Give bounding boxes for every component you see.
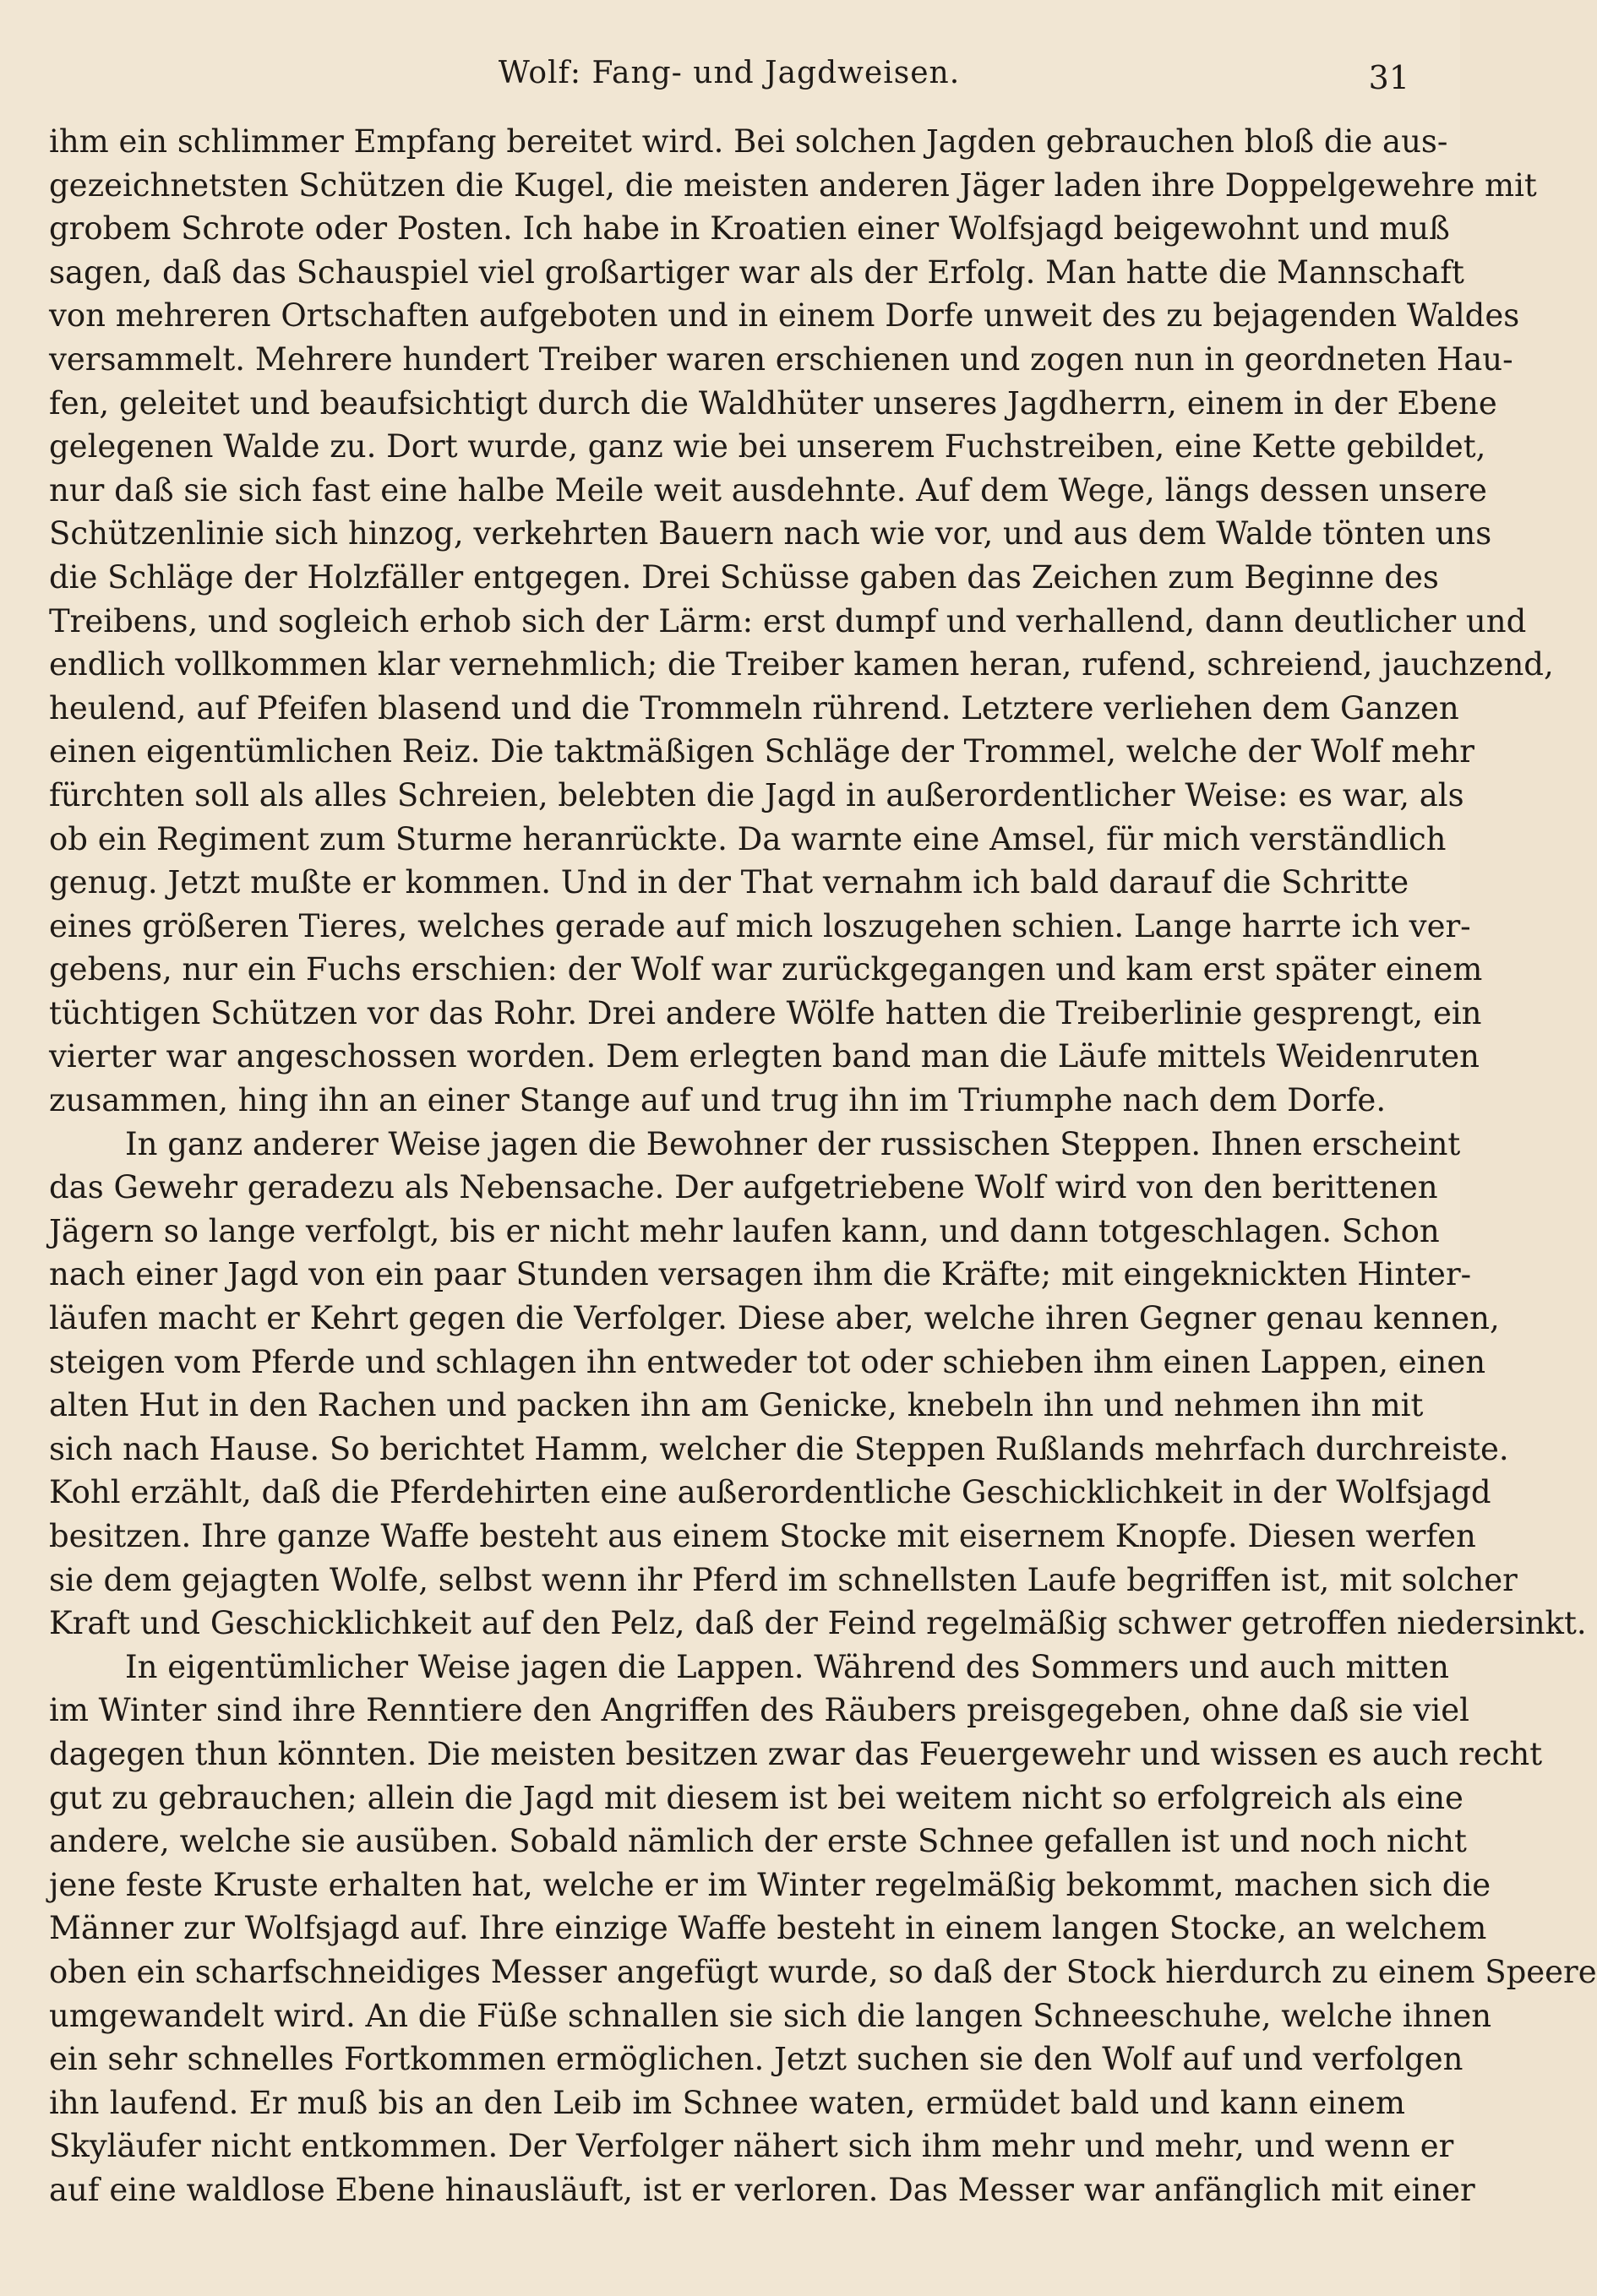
text-line: Jägern so lange verfolgt, bis er nicht mehr laufen kann, und dann totgeschlagen. Schon [49,1212,1440,1249]
text-line: nur daß sie sich fast eine halbe Meile weit ausdehnte. Auf dem Wege, längs dessen unsere [49,471,1487,509]
text-line: steigen vom Pferde und schlagen ihn entweder tot oder schieben ihm einen Lappen, einen [49,1343,1486,1380]
text-line: eines größeren Tieres, welches gerade auf mich loszugehen schien. Lange harrte ich ver- [49,907,1471,944]
text-line: Treibens, und sogleich erhob sich der Lärm: erst dumpf und verhallend, dann deutlicher und [49,602,1527,639]
paragraph [49,1123,1587,1646]
text-line: ihm ein schlimmer Empfang bereitet wird. Bei solchen Jagden gebrauchen bloß die aus- [49,123,1448,160]
text-line: Männer zur Wolfsjagd auf. Ihre einzige Waffe besteht in einem langen Stocke, an welchem [49,1910,1487,1947]
text-line: jene feste Kruste erhalten hat, welche er im Winter regelmäßig bekommt, machen sich die [49,1866,1491,1903]
text-line: von mehreren Ortschaften aufgeboten und in einem Dorfe unweit des zu bejagenden Waldes [49,297,1520,335]
body-text [49,120,1597,2212]
text-line: fürchten soll als alles Schreien, belebten die Jagd in außerordentlicher Weise: es war, als [49,776,1464,813]
text-line: nach einer Jagd von ein paar Stunden versagen ihm die Kräfte; mit eingeknickten Hinter- [49,1256,1472,1293]
text-line: gut zu gebrauchen; allein die Jagd mit diesem ist bei weitem nicht so erfolgreich als eine [49,1779,1463,1816]
text-line: versammelt. Mehrere hundert Treiber waren erschienen und zogen nun in geordneten Hau- [49,340,1513,378]
text-line: Kraft und Geschicklichkeit auf den Pelz, daß der Feind regelmäßig schwer getroffen niedersinkt. [49,1605,1587,1642]
text-line: dagegen thun könnten. Die meisten besitzen zwar das Feuergewehr und wissen es auch recht [49,1735,1543,1772]
text-line: das Gewehr geradezu als Nebensache. Der aufgetriebene Wolf wird von den berittenen [49,1169,1438,1206]
text-line: andere, welche sie ausüben. Sobald nämlich der erste Schnee gefallen ist und noch nicht [49,1823,1467,1860]
text-line: fen, geleitet und beaufsichtigt durch die Waldhüter unseres Jagdherrn, einem in der Ebene [49,384,1497,422]
text-line: vierter war angeschossen worden. Dem erlegten band man die Läufe mittels Weidenruten [49,1038,1480,1075]
text-line: im Winter sind ihre Renntiere den Angriffen des Räubers preisgegeben, ohne daß sie viel [49,1692,1469,1729]
page-number: 31 [1368,59,1409,96]
text-line: alten Hut in den Rachen und packen ihn am Genicke, knebeln ihn und nehmen ihn mit [49,1387,1424,1424]
page-header [49,52,1409,103]
text-line: ein sehr schnelles Fortkommen ermöglichen. Jetzt suchen sie den Wolf auf und verfolgen [49,2041,1463,2078]
text-line: gezeichnetsten Schützen die Kugel, die meisten anderen Jäger laden ihre Doppelgewehre mit [49,166,1537,204]
text-line: ihn laufend. Er muß bis an den Leib im Schnee waten, ermüdet bald und kann einem [49,2084,1405,2121]
text-line: heulend, auf Pfeifen blasend und die Trommeln rührend. Letztere verliehen dem Ganzen [49,689,1459,726]
text-line: sie dem gejagten Wolfe, selbst wenn ihr Pferd im schnellsten Laufe begriffen ist, mit solcher [49,1561,1518,1598]
text-line: genug. Jetzt mußte er kommen. Und in der That vernahm ich bald darauf die Schritte [49,864,1409,901]
text-line: In ganz anderer Weise jagen die Bewohner der russischen Steppen. Ihnen erscheint [125,1125,1461,1162]
text-line: zusammen, hing ihn an einer Stange auf und trug ihn im Triumphe nach dem Dorfe. [49,1082,1387,1119]
text-line: sagen, daß das Schauspiel viel großartiger war als der Erfolg. Man hatte die Mannschaft [49,253,1464,291]
text-line: Skyläufer nicht entkommen. Der Verfolger nähert sich ihm mehr und mehr, und wenn er [49,2128,1454,2165]
text-line: die Schläge der Holzfäller entgegen. Drei Schüsse gaben das Zeichen zum Beginne des [49,558,1439,596]
paragraph [49,120,1554,1123]
text-line: In eigentümlicher Weise jagen die Lappen. Während des Sommers und auch mitten [125,1648,1449,1685]
text-line: endlich vollkommen klar vernehmlich; die Treiber kamen heran, rufend, schreiend, jauchzend, [49,646,1554,683]
text-line: läufen macht er Kehrt gegen die Verfolger. Diese aber, welche ihren Gegner genau kennen, [49,1300,1500,1337]
text-line: Kohl erzählt, daß die Pferdehirten eine außerordentliche Geschicklichkeit in der Wolfsjagd [49,1474,1491,1511]
running-title: Wolf: Fang- und Jagdweisen. [498,56,961,90]
text-line: umgewandelt wird. An die Füße schnallen sie sich die langen Schneeschuhe, welche ihnen [49,1997,1492,2034]
text-line: gebens, nur ein Fuchs erschien: der Wolf war zurückgegangen und kam erst später einem [49,951,1483,988]
paragraph [49,1646,1597,2212]
text-line: sich nach Hause. So berichtet Hamm, welcher die Steppen Rußlands mehrfach durchreiste. [49,1430,1509,1467]
text-line: grobem Schrote oder Posten. Ich habe in Kroatien einer Wolfsjagd beigewohnt und muß [49,210,1450,248]
text-line: besitzen. Ihre ganze Waffe besteht aus einem Stocke mit eisernem Knopfe. Diesen werfen [49,1518,1476,1554]
text-line: einen eigentümlichen Reiz. Die taktmäßigen Schläge der Trommel, welche der Wolf mehr [49,733,1474,770]
text-line: gelegenen Walde zu. Dort wurde, ganz wie bei unserem Fuchstreiben, eine Kette gebildet, [49,428,1486,465]
text-line: oben ein scharfschneidiges Messer angefügt wurde, so daß der Stock hierdurch zu einem Speere [49,1953,1597,1990]
text-line: tüchtigen Schützen vor das Rohr. Drei andere Wölfe hatten die Treiberlinie gesprengt, ein [49,994,1482,1031]
text-line: Schützenlinie sich hinzog, verkehrten Bauern nach wie vor, und aus dem Walde tönten uns [49,515,1492,552]
text-line: auf eine waldlose Ebene hinausläuft, ist er verloren. Das Messer war anfänglich mit einer [49,2171,1475,2208]
text-line: ob ein Regiment zum Sturme heranrückte. Da warnte eine Amsel, für mich verständlich [49,820,1447,857]
